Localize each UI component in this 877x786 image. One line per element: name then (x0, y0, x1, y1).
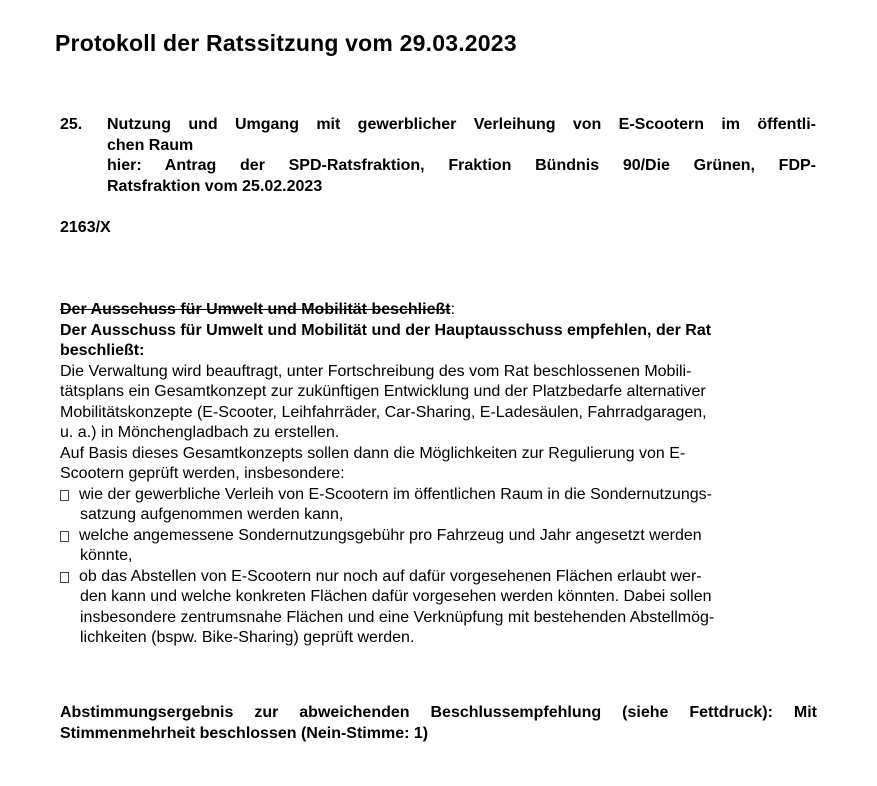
bullet-item (60, 485, 820, 526)
body-line: Die Verwaltung wird beauftragt, unter Fortschreibung des vom Rat beschlossenen Mobili- (60, 362, 692, 380)
agenda-title-line: Nutzung und Umgang mit gewerblicher Verleihung von E-Scootern im öffentli- (107, 116, 816, 133)
recommendation-heading-line: Der Ausschuss für Umwelt und Mobilität und der Hauptausschuss empfehlen, der Rat (60, 321, 712, 339)
vote-result-line: Stimmenmehrheit beschlossen (Nein-Stimme: 1) (60, 724, 429, 742)
bullet-box-icon (60, 567, 79, 649)
bullet-line: satzung aufgenommen werden kann, (80, 506, 344, 523)
agenda-title-line: hier: Antrag der SPD-Ratsfraktion, Fraktion Bündnis 90/Die Grünen, FDP- (107, 157, 816, 174)
bullet-box-icon (60, 485, 79, 526)
bullet-line: wie der gewerbliche Verleih von E-Scootern im öffentlichen Raum in die Sondernutzungs- (79, 485, 712, 503)
agenda-title-line: chen Raum (107, 136, 194, 154)
bullet-text (79, 526, 702, 567)
body-line: tätsplans ein Gesamtkonzept zur zukünftigen Entwicklung und der Platzbedarfe alternativer (60, 383, 706, 400)
agenda-item (60, 115, 816, 197)
bullet-box-icon (60, 526, 79, 567)
vote-result-line: Abstimmungsergebnis zur abweichenden Beschlussempfehlung (siehe Fettdruck): Mit (60, 704, 817, 721)
bullet-line: lichkeiten (bspw. Bike-Sharing) geprüft werden. (80, 629, 415, 646)
agenda-item-title (107, 115, 816, 197)
bullet-line: welche angemessene Sondernutzungsgebühr pro Fahrzeug und Jahr angesetzt werden (79, 526, 702, 544)
bullet-line: könnte, (80, 547, 133, 564)
body-line: Mobilitätskonzepte (E-Scooter, Leihfahrräder, Car-Sharing, E-Ladesäulen, Fahrradgaragen, (60, 403, 707, 421)
struck-heading-suffix: : (450, 301, 456, 318)
recommendation-heading (60, 321, 820, 362)
page-title: Protokoll der Ratssitzung vom 29.03.2023 (55, 30, 517, 56)
bullet-line: den kann und welche konkreten Flächen dafür vorgesehen werden könnten. Dabei sollen (80, 588, 712, 605)
bullet-item (60, 567, 820, 649)
struck-heading (60, 300, 820, 321)
resolution-body (60, 362, 820, 485)
bullet-item (60, 526, 820, 567)
agenda-item-number: 25. (60, 116, 83, 133)
agenda-title-line: Ratsfraktion vom 25.02.2023 (107, 177, 323, 195)
resolution-section (60, 300, 820, 649)
recommendation-heading-line: beschließt: (60, 342, 145, 359)
bullet-text (79, 485, 712, 526)
bullet-line: ob das Abstellen von E-Scootern nur noch auf dafür vorgesehenen Flächen erlaubt wer- (79, 567, 702, 585)
bullet-text (79, 567, 714, 649)
struck-heading-text: Der Ausschuss für Umwelt und Mobilität beschließt (60, 301, 451, 318)
body-line: Auf Basis dieses Gesamtkonzepts sollen dann die Möglichkeiten zur Regulierung von E- (60, 444, 686, 462)
vote-result (60, 703, 817, 744)
body-line: u. a.) in Mönchengladbach zu erstellen. (60, 424, 340, 441)
document-number: 2163/X (60, 219, 111, 236)
bullet-line: insbesondere zentrumsnahe Flächen und eine Verknüpfung mit bestehenden Abstellmög- (80, 608, 715, 626)
body-line: Scootern geprüft werden, insbesondere: (60, 465, 345, 482)
